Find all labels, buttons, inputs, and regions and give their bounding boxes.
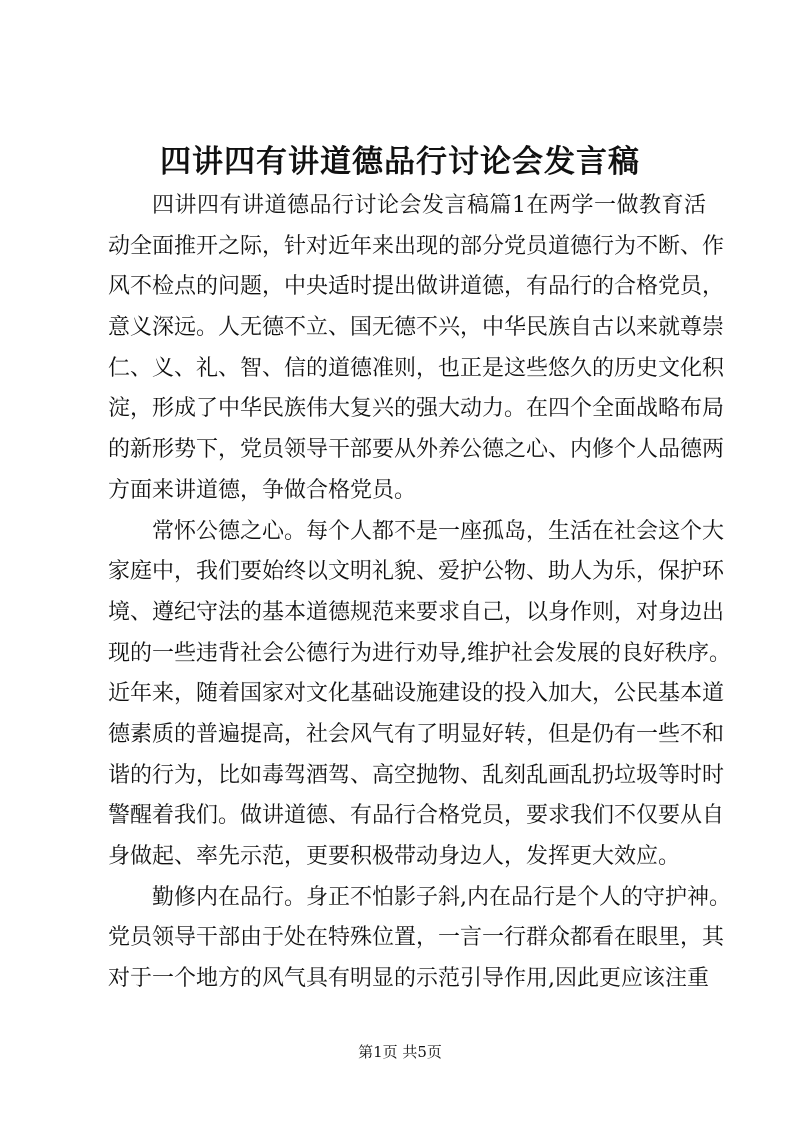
text-line: 德素质的普遍提高，社会风气有了明显好转，但是仍有一些不和 — [108, 721, 725, 747]
text-line: 淀，形成了中华民族伟大复兴的强大动力。在四个全面战略布局 — [108, 396, 725, 422]
document-title: 四讲四有讲道德品行讨论会发言稿 — [160, 144, 640, 180]
text-line: 方面来讲道德，争做合格党员。 — [108, 477, 417, 503]
text-line: 境、遵纪守法的基本道德规范来要求自己，以身作则，对身边出 — [108, 599, 725, 625]
text-line: 家庭中，我们要始终以文明礼貌、爱护公物、助人为乐，保护环 — [108, 559, 725, 585]
text-line: 常怀公德之心。每个人都不是一座孤岛，生活在社会这个大 — [152, 518, 725, 544]
text-line: 勤修内在品行。身正不怕影子斜,内在品行是个人的守护神。 — [152, 884, 731, 910]
text-line: 党员领导干部由于处在特殊位置，一言一行群众都看在眼里，其 — [108, 925, 725, 951]
text-line: 对于一个地方的风气具有明显的示范引导作用,因此更应该注重 — [108, 966, 709, 992]
text-line: 现的一些违背社会公德行为进行劝导,维护社会发展的良好秩序。 — [108, 640, 731, 666]
text-line: 动全面推开之际，针对近年来出现的部分党员道德行为不断、作 — [108, 233, 725, 259]
text-line: 风不检点的问题，中央适时提出做讲道德，有品行的合格党员， — [108, 274, 725, 300]
text-line: 仁、义、礼、智、信的道德准则，也正是这些悠久的历史文化积 — [108, 355, 725, 381]
document-body — [108, 186, 731, 1000]
text-line: 身做起、率先示范，更要积极带动身边人，发挥更大效应。 — [108, 844, 681, 869]
text-line: 近年来，随着国家对文化基础设施建设的投入加大，公民基本道 — [108, 681, 725, 707]
text-line: 四讲四有讲道德品行讨论会发言稿篇1在两学一做教育活 — [152, 193, 706, 218]
page-footer: 第1页 共5页 — [358, 1043, 442, 1061]
text-line: 警醒着我们。做讲道德、有品行合格党员，要求我们不仅要从自 — [108, 803, 725, 829]
text-line: 意义深远。人无德不立、国无德不兴，中华民族自古以来就尊崇 — [108, 315, 725, 341]
text-line: 谐的行为，比如毒驾酒驾、高空抛物、乱刻乱画乱扔垃圾等时时 — [108, 762, 725, 788]
text-line: 的新形势下，党员领导干部要从外养公德之心、内修个人品德两 — [108, 437, 725, 463]
